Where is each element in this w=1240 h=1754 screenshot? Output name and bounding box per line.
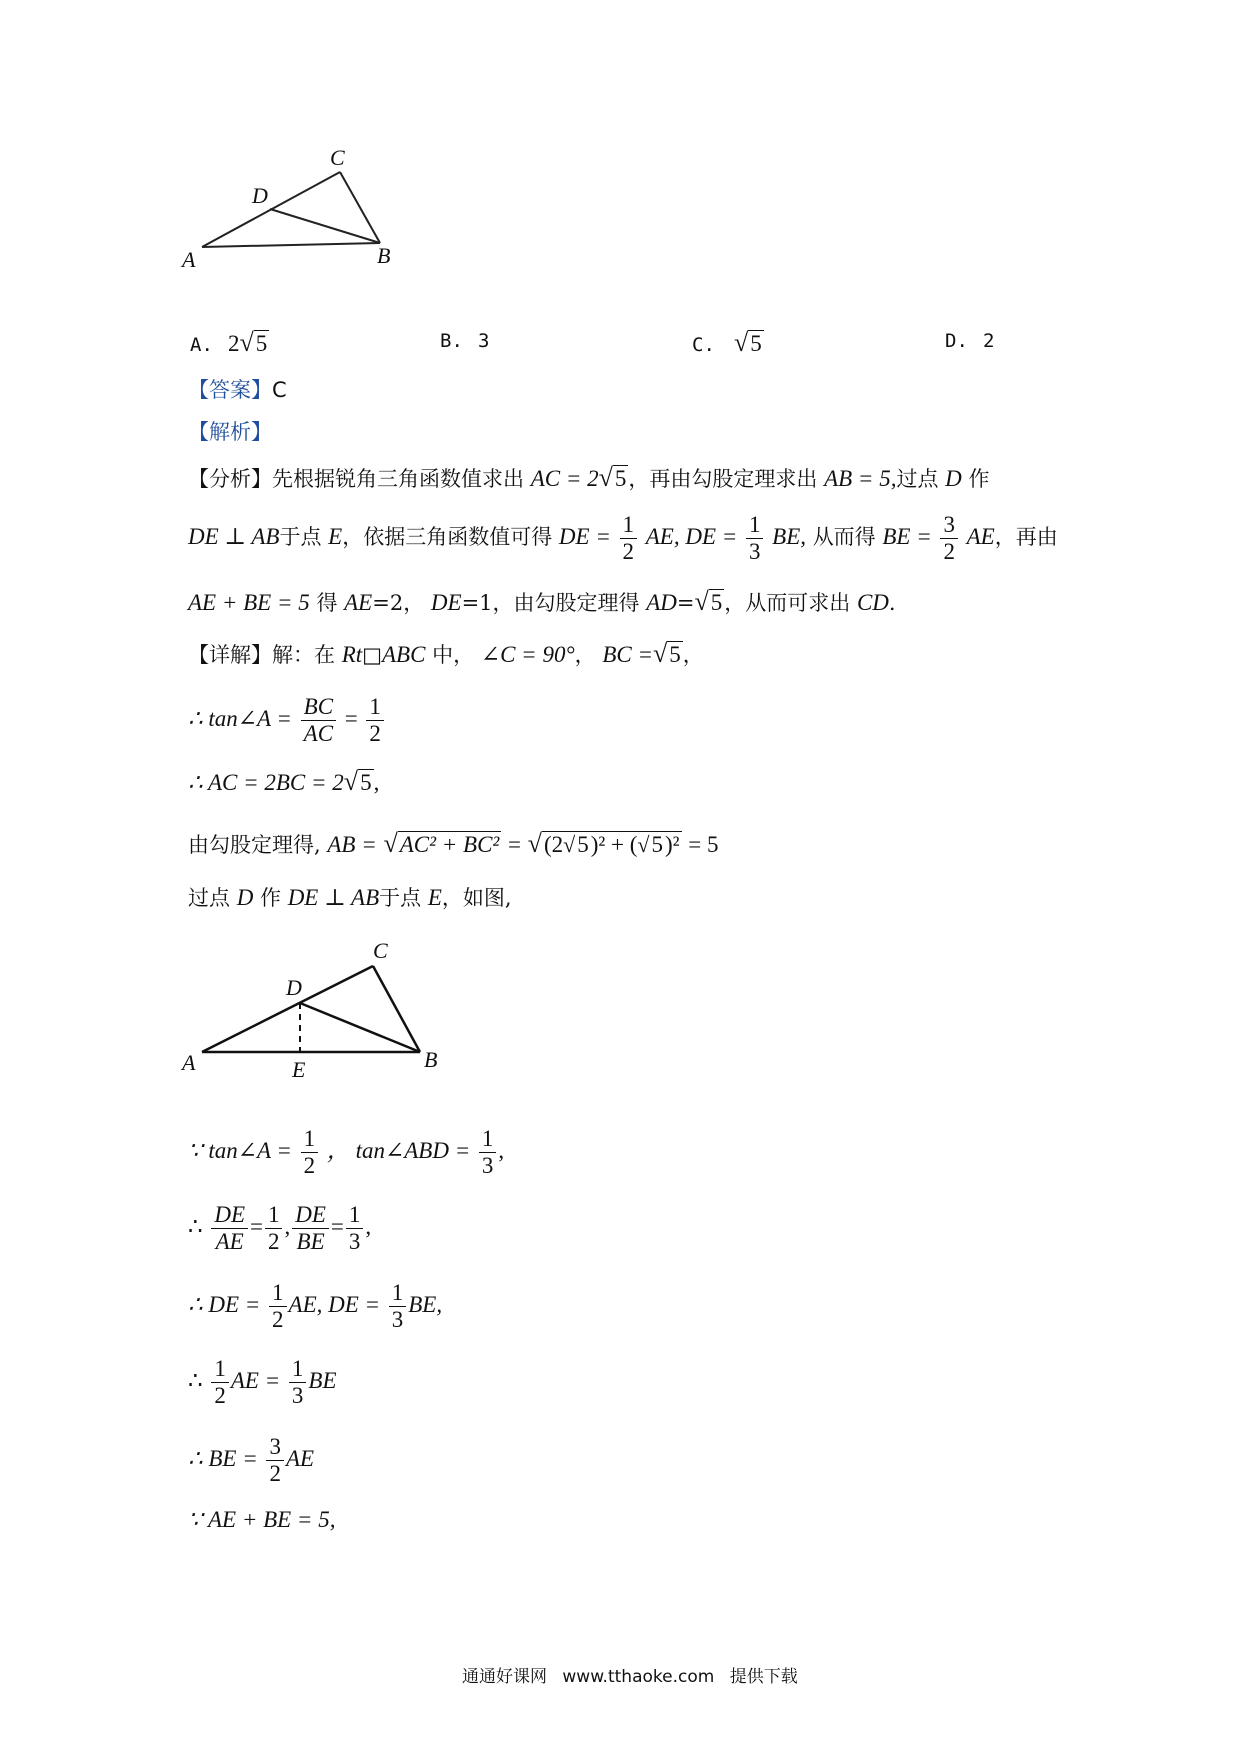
analysis-text: 过点 [896, 467, 939, 491]
detail-text: 解：在 [272, 643, 335, 667]
math-de-eq: DE = [558, 524, 611, 549]
answer-tag: 【答案】 [188, 378, 272, 402]
math-tan-a: ∴ tan∠A = [188, 706, 292, 731]
math-be-eq: ∴ BE = [188, 1446, 258, 1471]
math-result: = 5 [688, 832, 719, 857]
frac-den: 3 [481, 1153, 494, 1178]
detail-text: 于点 [379, 886, 422, 910]
segment-db [300, 1003, 420, 1052]
option-a[interactable]: A. 2√5 [190, 328, 268, 357]
figure-triangle-abcde [180, 930, 460, 1100]
math-ae: AE [285, 1446, 315, 1471]
analysis-text: 得 [316, 591, 338, 615]
math-ae: AE [966, 524, 995, 549]
frac-den: AE [215, 1229, 244, 1254]
math-radicand: 5 [577, 832, 589, 857]
answer-line [188, 376, 287, 404]
frac-den: BE [296, 1229, 325, 1254]
frac-num: BC [301, 694, 336, 721]
math-eq: = [344, 706, 358, 731]
math-de-perp-ab: DE ⊥ AB [287, 885, 380, 910]
math-e: E [427, 885, 442, 910]
math-d: D [236, 885, 254, 910]
analysis-text: ，依据三角函数值可得 [342, 525, 553, 549]
frac-num: 1 [211, 1356, 229, 1383]
math-radicand: 5 [614, 466, 627, 491]
option-b-value: 3 [477, 330, 490, 352]
label-b: B [424, 1047, 438, 1072]
math-comma: , [498, 1138, 505, 1163]
frac-den: 2 [943, 539, 955, 564]
analysis-text: = [676, 591, 695, 615]
frac-num: DE [292, 1202, 329, 1229]
math-radicand: 5 [669, 642, 681, 667]
option-b-letter: B. [440, 330, 463, 352]
math-be-eq: BE = [882, 524, 932, 549]
frac-num: 1 [366, 694, 384, 721]
analysis-line-3: AE + BE = 5 得 AE=2， DE=1，由勾股定理得 AD=√5，从而可求出 CD. [188, 587, 896, 616]
math-ab: AB = [327, 832, 377, 857]
analysis-text: ，再由 [994, 525, 1058, 549]
math-radicand: 5 [360, 770, 372, 795]
option-a-letter: A. [190, 334, 213, 356]
label-e: E [292, 1057, 306, 1082]
math-de-perp-ab: DE ⊥ AB [188, 524, 280, 549]
option-a-coef: 2 [227, 331, 240, 356]
label-c: C [373, 938, 388, 963]
math-be: BE [308, 1368, 337, 1393]
frac-den: 2 [272, 1307, 284, 1332]
step-ratios [188, 1202, 371, 1255]
step-de-values [188, 1280, 442, 1333]
frac-den: 2 [303, 1153, 316, 1178]
math-eq: = [330, 1214, 344, 1239]
option-c-radicand: 5 [750, 331, 762, 356]
analysis-text: ，从而可求出 [724, 591, 851, 615]
option-c-letter: C. [692, 334, 715, 356]
frac-num: 1 [746, 512, 764, 539]
math-radicand: AC² + BC² [399, 832, 500, 857]
math-because-tan-a: ∵ tan∠A = [188, 1138, 292, 1163]
math-bc: BC = [602, 642, 654, 667]
frac-den: 3 [348, 1229, 361, 1254]
analysis-text: ，再由勾股定理求出 [628, 467, 818, 491]
math-cd: CD [856, 590, 889, 615]
detail-text: 过点 [188, 886, 230, 910]
math-part: )² [664, 832, 680, 857]
analysis-text: =2， [372, 591, 425, 615]
detail-step-2: ∴ AC = 2BC = 2√5, [188, 767, 380, 796]
option-d-value: 2 [982, 330, 995, 352]
math-radicand: 5 [710, 590, 723, 615]
math-therefore: ∴ [188, 1368, 203, 1393]
frac-num: 1 [620, 512, 638, 539]
detail-tag: 【详解】 [188, 643, 272, 667]
detail-text: ，如图, [441, 886, 512, 910]
figure-triangle-abcd [180, 145, 440, 295]
frac-num: 1 [269, 1280, 287, 1307]
frac-den: 2 [369, 721, 381, 746]
frac-num: DE [211, 1202, 248, 1229]
detail-text: ， [574, 643, 596, 667]
math-de-eq: ∴ DE = [188, 1292, 261, 1317]
math-radicand: 5 [651, 832, 663, 857]
frac-num: 3 [940, 512, 958, 539]
math-angle-c: ∠C = 90° [480, 642, 575, 667]
math-ac-2bc: ∴ AC = 2BC = 2 [188, 770, 344, 795]
frac-den: 3 [291, 1383, 304, 1408]
label-b: B [377, 243, 391, 268]
frac-num: 1 [389, 1280, 407, 1307]
footer-url[interactable]: www.tthaoke.com [562, 1667, 715, 1687]
analysis-text: . [888, 591, 896, 615]
frac-num: 3 [266, 1434, 284, 1461]
math-ad: AD [646, 590, 677, 615]
analysis-text: 于点 [279, 525, 322, 549]
detail-text: 由勾股定理得, [188, 833, 321, 857]
option-d-letter: D. [945, 330, 968, 352]
detail-text: ， [682, 643, 704, 667]
label-d: D [286, 975, 302, 1000]
analysis-heading: 【解析】 [188, 420, 272, 444]
frac-den: 2 [622, 539, 635, 564]
detail-line-1: 【详解】解：在 Rt□ABC 中， ∠C = 90°， BC =√5， [188, 639, 704, 668]
analysis-text: 先根据锐角三角函数值求出 [272, 467, 524, 491]
math-de: DE [430, 590, 462, 615]
detail-step-4 [188, 884, 512, 912]
math-rt: Rt [341, 642, 363, 667]
frac-den: 3 [748, 539, 761, 564]
analysis-line-1: 【分析】先根据锐角三角函数值求出 AC = 2√5，再由勾股定理求出 AB = 5,过点 D 作 [188, 463, 990, 492]
detail-text: 作 [260, 886, 281, 910]
math-part: (2 [543, 832, 564, 857]
math-ab: AB = 5, [824, 466, 897, 491]
footer [462, 1662, 798, 1687]
analysis-text: 从而得 [812, 525, 876, 549]
math-ae-eq: AE = [230, 1368, 281, 1393]
step-tan-values [188, 1126, 504, 1179]
step-sum [188, 1506, 335, 1534]
frac-num: 1 [265, 1202, 283, 1229]
label-a: A [182, 247, 196, 272]
detail-text: 中， [432, 643, 475, 667]
option-d[interactable] [945, 330, 994, 352]
analysis-line-2 [188, 512, 1058, 565]
label-a: A [182, 1050, 196, 1075]
footer-download: 提供下载 [729, 1667, 798, 1687]
frac-num: 1 [301, 1126, 319, 1153]
segment-ab [202, 243, 380, 247]
math-therefore: ∴ [188, 1214, 203, 1239]
detail-step-3: 由勾股定理得, AB = √AC² + BC² = √(2√5)² + (√5)² = 5 [188, 829, 719, 858]
option-c[interactable]: C. √5 [692, 328, 762, 357]
step-be-value [188, 1434, 314, 1487]
math-eq: = [250, 1214, 263, 1239]
math-comma: , [284, 1214, 291, 1239]
segment-cb [373, 966, 420, 1052]
detail-step-1 [188, 694, 386, 747]
footer-site-name: 通通好课网 [462, 1667, 547, 1687]
math-sum: ∵ AE + BE = 5, [188, 1507, 336, 1532]
math-abc: ABC [381, 642, 426, 667]
frac-num: 1 [289, 1356, 307, 1383]
math-part: )² + ( [590, 832, 638, 857]
step-equate [188, 1356, 337, 1409]
frac-num: 1 [479, 1126, 497, 1153]
missing-glyph-box: □ [362, 643, 382, 667]
frac-den: 3 [391, 1307, 404, 1332]
option-b[interactable] [440, 330, 489, 352]
frac-den: AC [303, 721, 334, 746]
analysis-text: 作 [968, 467, 990, 491]
answer-value: C [272, 378, 287, 402]
frac-den: 2 [267, 1229, 280, 1254]
label-d: D [252, 183, 268, 208]
analysis-tag: 【分析】 [188, 467, 272, 491]
frac-den: 2 [269, 1461, 281, 1486]
frac-den: 2 [214, 1383, 226, 1408]
math-comma: , [365, 1214, 372, 1239]
math-ae: AE [344, 590, 373, 615]
label-c: C [330, 145, 345, 170]
math-be: BE, [772, 524, 806, 549]
math-ac: AC = 2 [530, 466, 599, 491]
analysis-text: =1，由勾股定理得 [461, 591, 640, 615]
math-tan-abd: ， tan∠ABD = [326, 1138, 471, 1163]
math-d: D [945, 466, 962, 491]
math-sum: AE + BE = 5 [188, 590, 310, 615]
math-ae-de: AE, DE = [288, 1292, 381, 1317]
math-comma: , [373, 770, 380, 795]
math-eq: = [508, 832, 521, 857]
math-ae-de: AE, DE = [645, 524, 738, 549]
frac-num: 1 [346, 1202, 364, 1229]
math-e: E [328, 524, 343, 549]
option-a-radicand: 5 [255, 331, 268, 356]
math-be: BE, [408, 1292, 443, 1317]
